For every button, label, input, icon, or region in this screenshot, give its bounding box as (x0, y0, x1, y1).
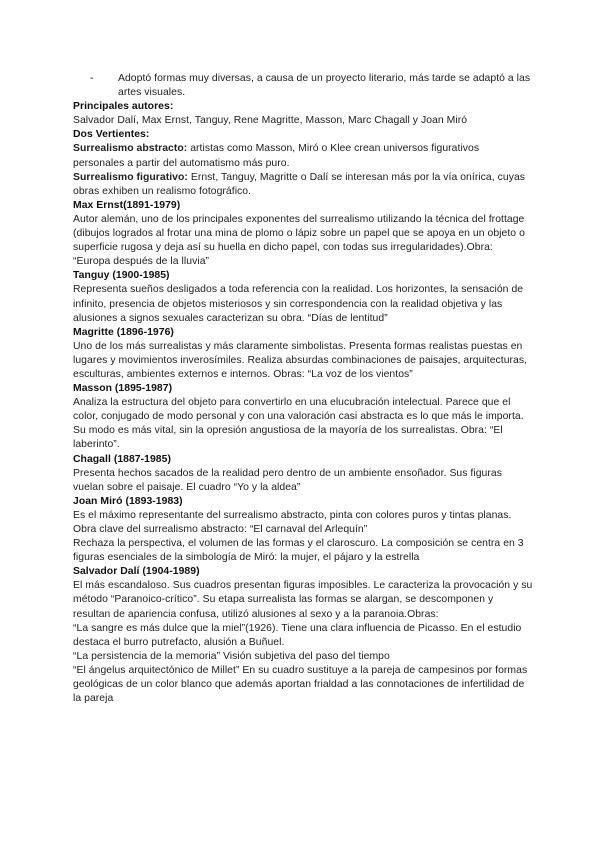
ernst-text: Autor alemán, uno de los principales exponentes del surrealismo utilizando la técnica del frottage (dibujos logrados al frotar una mina de plomo o lápiz sobre un papel que se apoya en un objeto o superficie rugosa y deja así su huella en dicho papel, con todas sus irregularidades).Obra: “Europa después de la lluvia” (73, 213, 525, 268)
ernst-heading: Max Ernst(1891-1979) (73, 199, 181, 211)
vertientes-heading: Dos Vertientes: (73, 129, 150, 141)
tanguy-heading: Tanguy (1900-1985) (73, 270, 170, 282)
magritte-heading: Magritte (1896-1976) (73, 326, 174, 338)
miro-heading: Joan Miró (1893-1983) (73, 495, 183, 507)
abstracto-paragraph (73, 142, 533, 170)
chagall-text: Presenta hechos sacados de la realidad pero dentro de un ambiente ensoñador. Sus figuras vuelan sobre el paisaje. El cuadro “Yo y la aldea” (73, 467, 502, 493)
dali-text-4: “El ángelus arquitectónico de Millet” En su cuadro sustituye a la pareja de campesinos por formas geológicas de un color blanco que además aportan frialdad a las connotaciones de infertilidad de la pareja (73, 664, 528, 705)
dali-text-2: “La sangre es más dulce que la miel”(1926). Tiene una clara influencia de Picasso. En el estudio destaca el burro putrefacto, alusión a Buñuel. (73, 622, 522, 648)
figurativo-label: Surrealismo figurativo: (73, 171, 188, 183)
bullet-dash: - (90, 73, 94, 84)
abstracto-label: Surrealismo abstracto: (73, 143, 188, 155)
chagall-heading: Chagall (1887-1985) (73, 453, 171, 465)
principales-heading: Principales autores: (73, 101, 174, 113)
principales-text: Salvador Dalí, Max Ernst, Tanguy, Rene Magritte, Masson, Marc Chagall y Joan Miró (73, 115, 468, 127)
masson-text: Analiza la estructura del objeto para convertirlo en una elucubración intelectual. Parece que el color, conjugado de modo personal y con una valoración casi abstracta es lo que más le importa. Su modo es más vital, sin la opresión angustiosa de la mayoría de los surrealistas. Obra: “El laberinto”. (73, 397, 524, 451)
miro-text-2: Rechaza la perspectiva, el volumen de las formas y el claroscuro. La composición se centra en 3 figuras esenciales de la simbología de Miró: la mujer, el pájaro y la estrella (73, 538, 524, 564)
abstracto-text: artistas como Masson, Miró o Klee crean universos figurativos personales a partir del automatismo más puro. (73, 143, 480, 169)
dali-heading: Salvador Dalí (1904-1989) (73, 566, 200, 578)
magritte-text: Uno de los más surrealistas y más claramente simbolistas. Presenta formas realistas puestas en lugares y movimientos inverosímiles. Realiza absurdas combinaciones de paisajes, arquitecturas, esculturas, ambientes externos e internos. Obras: “La voz de los vientos” (73, 340, 528, 380)
miro-text-1: Es el máximo representante del surrealismo abstracto, pinta con colores puros y tintas planas. Obra clave del surrealismo abstracto: “El carnaval del Arlequín” (73, 509, 512, 535)
tanguy-text: Representa sueños desligados a toda referencia con la realidad. Los horizontes, la sensación de infinito, presencia de objetos misteriosos y sin correspondencia con la realidad objetiva y las alusiones a signos sexuales caracterizan su obra. “Días de lentitud” (73, 284, 524, 324)
figurativo-paragraph (73, 171, 533, 199)
masson-heading: Masson (1895-1987) (73, 383, 173, 395)
dali-text-3: “La persistencia de la memoria” Visión subjetiva del paso del tiempo (73, 650, 390, 662)
figurativo-text: Ernst, Tanguy, Magritte o Dalí se interesan más por la vía onírica, cuyas obras exhiben un realismo fotográfico. (73, 171, 526, 197)
bullet-text: Adoptó formas muy diversas, a causa de un proyecto literario, más tarde se adaptó a las artes visuales. (118, 73, 531, 99)
bullet-item (73, 72, 533, 100)
document-page (73, 72, 533, 706)
dali-text-1: El más escandaloso. Sus cuadros presentan figuras imposibles. Le caracteriza la provocación y su método “Paranoico-crítico”. Su etapa surrealista las formas se alargan, se descomponen y resultan de apariencia confusa, utilizó alusiones al sexo y a la paranoia.Obras: (73, 580, 533, 620)
